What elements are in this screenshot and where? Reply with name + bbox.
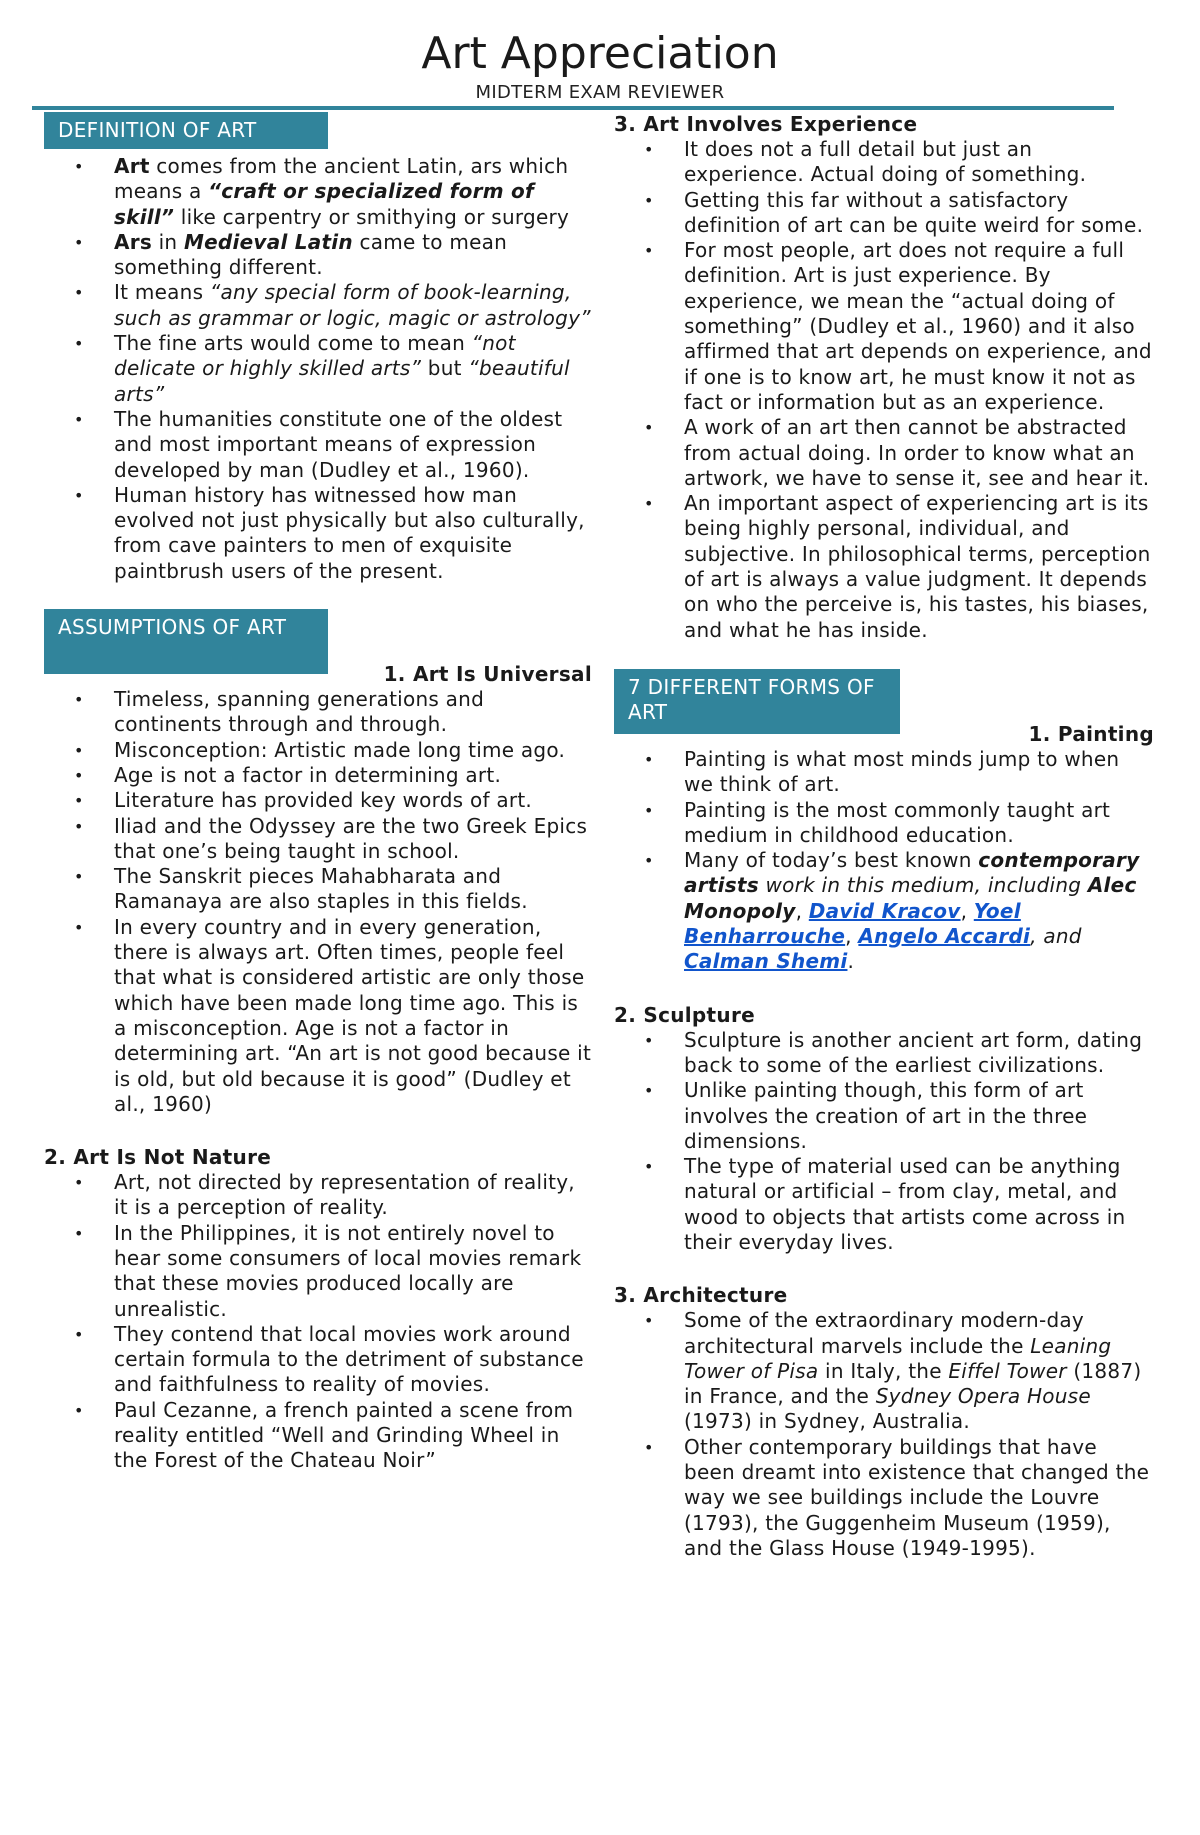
painting-list (614, 747, 1154, 975)
list-item: • Art comes from the ancient Latin, ars which means a “craft or specialized form of skill” like carpentry or smithying or surgery (44, 154, 592, 230)
section-label-definition: DEFINITION OF ART (44, 112, 328, 149)
list-item: • Sculpture is another ancient art form, dating back to some of the earliest civilizations. (614, 1028, 1154, 1079)
list-item: • An important aspect of experiencing art is its being highly personal, individual, and subjective. In philosophical terms, perception of art is always a value judgment. It depends on who the perceive is, his tastes, his biases, and what he has inside. (614, 491, 1154, 643)
left-column (44, 112, 592, 1474)
definition-list (44, 154, 592, 584)
not-nature-list (44, 1170, 592, 1474)
list-item: • Unlike painting though, this form of art involves the creation of art in the three dimensions. (614, 1078, 1154, 1154)
link-david-kracov[interactable]: David Kracov (808, 898, 961, 923)
universal-list (44, 687, 592, 1117)
list-item: • For most people, art does not require a full definition. Art is just experience. By experience, we mean the “actual doing of something” (Dudley et al., 1960) and it also affirmed that art depends on experience, and if one is to know art, he must know it not as fact or information but as an experience. (614, 238, 1154, 415)
heading-art-is-not-nature: 2. Art Is Not Nature (44, 1145, 272, 1170)
list-item: • They contend that local movies work around certain formula to the detriment of substance and faithfulness to reality of movies. (44, 1322, 592, 1398)
heading-painting: 1. Painting (1028, 721, 1154, 746)
document-header (0, 26, 1200, 104)
list-item: • Human history has witnessed how man evolved not just physically but also culturally, from cave painters to men of exquisite paintbrush users of the present. (44, 483, 592, 584)
list-item: • The humanities constitute one of the oldest and most important means of expression developed by man (Dudley et al., 1960). (44, 407, 592, 483)
link-yoel-benharrouche[interactable]: Yoel Benharrouche (684, 898, 1021, 949)
list-item: • Paul Cezanne, a french painted a scene from reality entitled “Well and Grinding Wheel in the Forest of the Chateau Noir” (44, 1398, 592, 1474)
experience-list (614, 137, 1154, 643)
list-item: • Age is not a factor in determining art. (44, 763, 592, 788)
heading-sculpture: 2. Sculpture (614, 1002, 755, 1027)
section-label-forms: 7 DIFFERENT FORMS OF ART (614, 669, 900, 734)
document-subtitle: MIDTERM EXAM REVIEWER (475, 82, 725, 103)
list-item: • Literature has provided key words of art. (44, 788, 592, 813)
link-calman-shemi[interactable]: Calman Shemi (684, 949, 848, 974)
document-title: Art Appreciation (421, 28, 779, 79)
list-item: • It means “any special form of book-learning, such as grammar or logic, magic or astrology” (44, 280, 592, 331)
list-item: • Misconception: Artistic made long time ago. (44, 738, 592, 763)
architecture-list (614, 1308, 1154, 1561)
section-label-assumptions: ASSUMPTIONS OF ART (44, 609, 328, 674)
list-item: • Some of the extraordinary modern-day architectural marvels include the Leaning Tower of Pisa in Italy, the Eiffel Tower (1887) in France, and the Sydney Opera House (1973) in Sydney, Australia. (614, 1308, 1154, 1434)
list-item: • Art, not directed by representation of reality, it is a perception of reality. (44, 1170, 592, 1221)
heading-architecture: 3. Architecture (614, 1283, 788, 1308)
forms-header (614, 669, 1154, 747)
sculpture-list (614, 1028, 1154, 1256)
assumptions-header (44, 609, 592, 687)
list-item: • Many of today’s best known contemporary artists work in this medium, including Alec Monopoly, David Kracov, Yoel Benharrouche, Angelo Accardi, and Calman Shemi. (614, 848, 1154, 974)
right-column (614, 112, 1154, 1561)
list-item: • Iliad and the Odyssey are the two Greek Epics that one’s being taught in school. (44, 814, 592, 865)
list-item: • Ars in Medieval Latin came to mean something different. (44, 230, 592, 281)
list-item: • Other contemporary buildings that have been dreamt into existence that changed the way we see buildings include the Louvre (1793), the Guggenheim Museum (1959), and the Glass House (1949-1995). (614, 1435, 1154, 1561)
list-item: • A work of an art then cannot be abstracted from actual doing. In order to know what an artwork, we have to sense it, see and hear it. (614, 415, 1154, 491)
heading-art-involves-experience: 3. Art Involves Experience (614, 112, 918, 136)
list-item: • The type of material used can be anything natural or artificial – from clay, metal, and wood to objects that artists come across in their everyday lives. (614, 1154, 1154, 1255)
list-item: • Timeless, spanning generations and continents through and through. (44, 687, 592, 738)
list-item: • The fine arts would come to mean “not delicate or highly skilled arts” but “beautiful arts” (44, 331, 592, 407)
list-item: • Painting is what most minds jump to when we think of art. (614, 747, 1154, 798)
heading-art-is-universal: 1. Art Is Universal (383, 662, 592, 687)
list-item: • Getting this far without a satisfactory definition of art can be quite weird for some. (614, 188, 1154, 239)
list-item: • Painting is the most commonly taught art medium in childhood education. (614, 798, 1154, 849)
list-item: • In the Philippines, it is not entirely novel to hear some consumers of local movies remark that these movies produced locally are unrealistic. (44, 1221, 592, 1322)
link-angelo-accardi[interactable]: Angelo Accardi (858, 924, 1031, 949)
list-item: • The Sanskrit pieces Mahabharata and Ramanaya are also staples in this fields. (44, 864, 592, 915)
list-item: • It does not a full detail but just an experience. Actual doing of something. (614, 137, 1154, 188)
list-item: • In every country and in every generation, there is always art. Often times, people feel that what is considered artistic are only those which have been made long time ago. This is a misconception. Age is not a factor in determining art. “An art is not good because it is old, but old because it is good” (Dudley et al., 1960) (44, 915, 592, 1117)
header-divider (32, 106, 1114, 110)
